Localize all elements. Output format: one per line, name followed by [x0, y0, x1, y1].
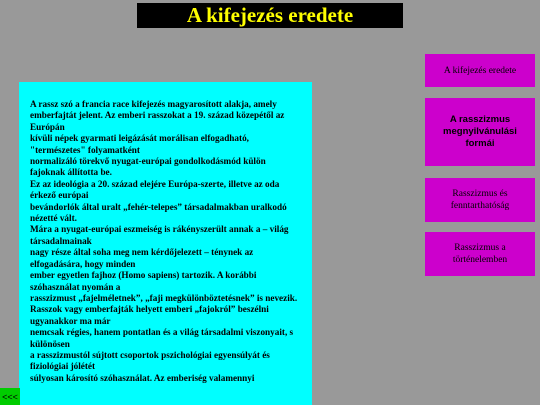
back-button[interactable]: <<< [0, 388, 20, 405]
page-title: A kifejezés eredete [137, 3, 403, 28]
nav-button-label: Rasszizmus és fenntarthatóság [450, 189, 510, 211]
nav-button-label: A rasszizmus megnyilvánulási formái [443, 114, 517, 149]
nav-button-manifestations[interactable] [425, 98, 535, 166]
content-panel [19, 82, 312, 405]
nav-button-label: Rasszizmus a történelemben [452, 243, 508, 265]
article-text: A rassz szó a francia race kifejezés magyarosított alakja, amely emberfajtát jelent. Az emberi rasszokat a 19. század közepétől az Európán kívüli népek gyarmati leigázását morálisan elfogadható, "természetes" folyamatként normalizáló törekvő nyugat-európai gondolkodásmód külön fajoknak állította be. Ez az ideológia a 20. század elejére Európa-szerte, illetve az oda érkező európai bevándorlók által uralt „fehér-telepes” társadalmakban uralkodó nézetté vált. Mára a nyugat-európai eszmeiség is rákényszerült annak a – világ társadalmainak nagy része által soha meg nem kérdőjelezett – ténynek az elfogadására, hogy minden ember egyetlen fajhoz (Homo sapiens) tartozik. A korábbi szóhasználat nyomán a rasszizmust „fajelméletnek”, „faji megkülönböztetésnek” is nevezik. Rasszok vagy emberfajták helyett emberi „fajokról” beszélni ugyanakkor ma már nemcsak régies, hanem pontatlan és a világ társadalmi viszonyait, s különösen a rasszizmustól sújtott csoportok pszichológiai egyensúlyát és fiziológiai jólétét súlyosan károsító szóhasználat. Az emberiség valamennyi [30, 99, 298, 383]
nav-button-label: A kifejezés eredete [443, 65, 517, 76]
nav-button-origin[interactable] [425, 54, 535, 87]
nav-button-sustainability[interactable] [425, 178, 535, 222]
nav-button-history[interactable] [425, 232, 535, 276]
